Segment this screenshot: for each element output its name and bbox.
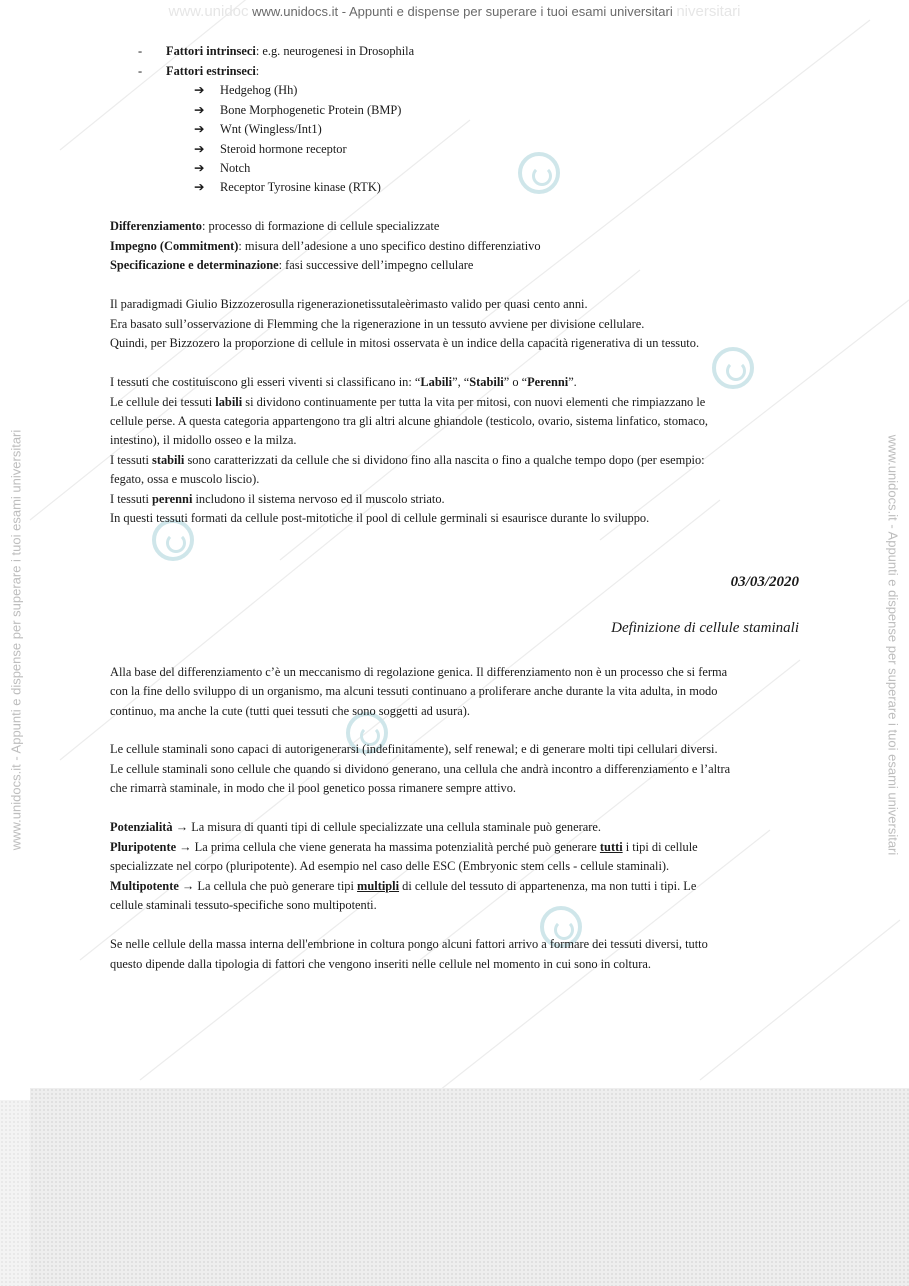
arrow-icon: ➔	[194, 180, 205, 194]
text-span: → La misura di quanti tipi di cellule specializzate una cellula staminale può generare.	[172, 820, 601, 834]
term-potenzialita: Potenzialità	[110, 820, 173, 834]
term-labili: labili	[215, 395, 243, 409]
definition-line	[110, 257, 473, 273]
footer-pattern-left	[0, 1100, 30, 1286]
text-span: i tipi di cellule	[622, 840, 698, 854]
definition-line	[110, 878, 696, 894]
bullet-dash: -	[138, 44, 143, 58]
definition-line	[110, 218, 439, 234]
paragraph-line	[110, 374, 577, 390]
paragraph-line: Le cellule staminali sono cellule che quando si dividono generano, una cellula che andrà incontro a differenziamento e l’altra	[110, 762, 731, 776]
term-labili: Labili	[420, 375, 453, 389]
paragraph-line: Se nelle cellule della massa interna dell'embrione in coltura pongo alcuni fattori arrivo a formare dei tessuti diversi, tutto	[110, 937, 708, 951]
definition-text: : misura dell’adesione a uno specifico destino differenziativo	[238, 239, 541, 253]
header-ghost-right: niversitari	[676, 3, 741, 20]
watermark-logo-icon	[518, 152, 560, 194]
paragraph-line	[110, 452, 705, 468]
definition-term: Specificazione e determinazione	[110, 258, 279, 272]
side-watermark-left: www.unidocs.it - Appunti e dispense per superare i tuoi esami universitari	[8, 429, 24, 851]
definition-line	[110, 238, 541, 254]
paragraph-line: cellule perse. A questa categoria appartengono tra gli altri alcune ghiandole (testicolo, ovario, sistema linfatico, stomaco,	[110, 414, 708, 428]
watermark-logo-icon	[712, 347, 754, 389]
factor-item: Steroid hormone receptor	[220, 142, 347, 156]
factor-item: Hedgehog (Hh)	[220, 83, 298, 97]
header-text: www.unidocs.it - Appunti e dispense per superare i tuoi esami universitari	[252, 4, 673, 19]
term-multipotente: Multipotente	[110, 879, 179, 893]
definition-line	[110, 819, 601, 835]
paragraph-line: Quindi, per Bizzozero la proporzione di cellule in mitosi osservata è un indice della capacità rigenerativa di un tessuto.	[110, 336, 700, 350]
text-span: di cellule del tessuto di appartenenza, ma non tutti i tipi. Le	[399, 879, 697, 893]
extrinsic-colon: :	[255, 64, 260, 78]
arrow-icon: ➔	[194, 103, 205, 117]
text-span: ”, “	[452, 375, 470, 389]
bullet-dash: -	[138, 64, 143, 78]
paragraph-line: questo dipende dalla tipologia di fattori che vengono inseriti nelle cellule nel momento in cui sono in coltura.	[110, 957, 651, 971]
paragraph-line: In questi tessuti formati da cellule post-mitotiche il pool di cellule germinali si esaurisce durante lo sviluppo.	[110, 511, 650, 525]
extrinsic-label: Fattori estrinseci	[166, 64, 256, 78]
arrow-icon: ➔	[194, 122, 205, 136]
paragraph-line: Alla base del differenziamento c’è un meccanismo di regolazione genica. Il differenziamento non è un processo che si ferma	[110, 665, 728, 679]
paragraph-line	[110, 491, 445, 507]
section-title: Definizione di cellule staminali	[611, 620, 799, 636]
definition-term: Differenziamento	[110, 219, 202, 233]
term-stabili: stabili	[152, 453, 185, 467]
paragraph-line: intestino), il midollo osseo e la milza.	[110, 433, 297, 447]
text-span: I tessuti	[110, 453, 152, 467]
paragraph-line: che rimarrà staminale, in modo che il pool genetico possa rimanere sempre attivo.	[110, 781, 516, 795]
text-span: si dividono continuamente per tutta la vita per mitosi, con nuovi elementi che rimpiazzano le	[242, 395, 706, 409]
emphasis-tutti: tutti	[599, 840, 623, 854]
definition-text: : fasi successive dell’impegno cellulare	[278, 258, 474, 272]
paragraph-line: continuo, ma anche la cute (tutti quei tessuti che sono soggetti ad usura).	[110, 704, 470, 718]
text-span: I tessuti che costituiscono gli esseri viventi si classificano in: “	[110, 375, 421, 389]
definition-line	[110, 839, 698, 855]
date-heading: 03/03/2020	[730, 574, 799, 590]
definition-text: : processo di formazione di cellule specializzate	[201, 219, 440, 233]
text-span: I tessuti	[110, 492, 152, 506]
text-span: Le cellule dei tessuti	[110, 395, 216, 409]
paragraph-line: Era basato sull’osservazione di Flemming che la rigenerazione in un tessuto avviene per divisione cellulare.	[110, 317, 645, 331]
side-watermark-right: www.unidocs.it - Appunti e dispense per superare i tuoi esami universitari	[885, 434, 901, 856]
page-header-watermark	[0, 3, 909, 20]
factor-item: Wnt (Wingless/Int1)	[220, 122, 322, 136]
paragraph-line: Il paradigmadi Giulio Bizzozerosulla rigenerazionetissutaleèrimasto valido per quasi cento anni.	[110, 297, 588, 311]
factor-item: Bone Morphogenetic Protein (BMP)	[220, 103, 402, 117]
paragraph-line	[110, 394, 705, 410]
paragraph-line: fegato, ossa e muscolo liscio).	[110, 472, 260, 486]
arrow-icon: ➔	[194, 83, 205, 97]
term-perenni: Perenni	[527, 375, 569, 389]
text-span: → La prima cellula che viene generata ha massima potenzialità perché può generare	[176, 840, 600, 854]
text-span: → La cellula che può generare tipi	[178, 879, 358, 893]
text-span: ” o “	[503, 375, 528, 389]
arrow-icon: ➔	[194, 142, 205, 156]
footer-pattern-band	[30, 1088, 909, 1286]
factor-item: Receptor Tyrosine kinase (RTK)	[220, 180, 381, 194]
paragraph-line: cellule staminali tessuto-specifiche sono multipotenti.	[110, 898, 377, 912]
text-span: ”.	[568, 375, 577, 389]
text-span: sono caratterizzati da cellule che si dividono fino alla nascita o fino a qualche tempo dopo (per esempio:	[184, 453, 705, 467]
term-pluripotente: Pluripotente	[110, 840, 177, 854]
intrinsic-text: : e.g. neurogenesi in Drosophila	[255, 44, 415, 58]
header-ghost-left: www.unidoc	[168, 3, 249, 20]
paragraph-line: con la fine dello sviluppo di un organismo, ma alcuni tessuti continuano a proliferare anche durante la vita adulta, in modo	[110, 684, 718, 698]
intrinsic-label: Fattori intrinseci	[166, 44, 256, 58]
paragraph-line: Le cellule staminali sono capaci di autorigenerarsi (indefinitamente), self renewal; e di generare molti tipi cellulari diversi.	[110, 742, 718, 756]
term-perenni: perenni	[152, 492, 193, 506]
arrow-icon: ➔	[194, 161, 205, 175]
term-stabili: Stabili	[469, 375, 504, 389]
definition-term: Impegno (Commitment)	[110, 239, 239, 253]
factor-item: Notch	[220, 161, 251, 175]
text-span: includono il sistema nervoso ed il muscolo striato.	[192, 492, 445, 506]
emphasis-multipli: multipli	[357, 879, 400, 893]
paragraph-line: specializzate nel corpo (pluripotente). Ad esempio nel caso delle ESC (Embryonic stem cells - cellule staminali).	[110, 859, 670, 873]
